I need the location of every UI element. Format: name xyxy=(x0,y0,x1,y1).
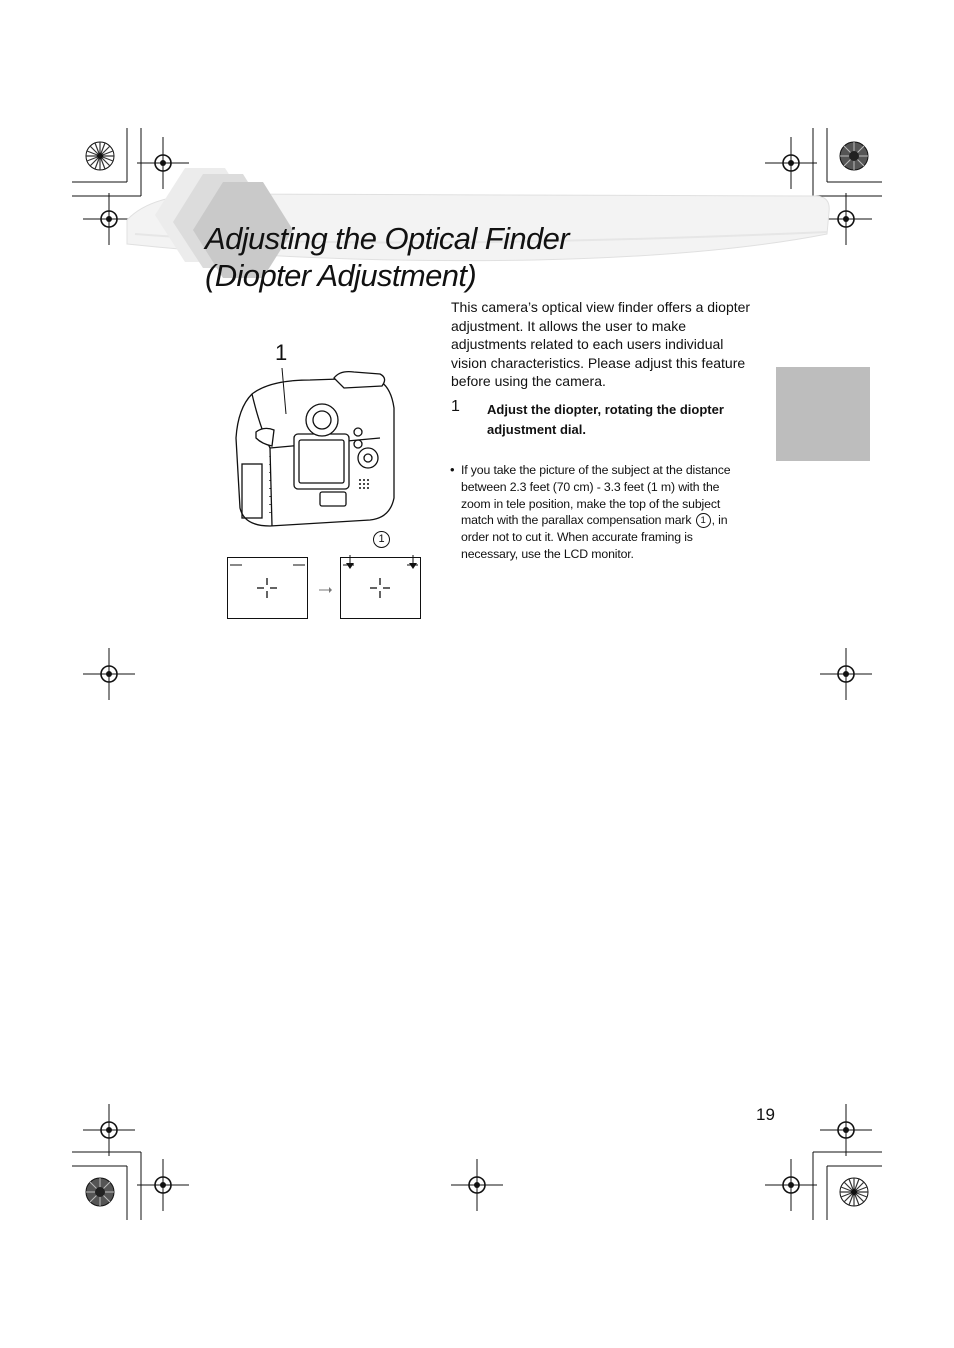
bullet-text-part-2: , in order not to cut it. When accurate framing is necessary, use the LCD monitor. xyxy=(461,513,728,561)
step-number: 1 xyxy=(451,398,460,415)
page-title xyxy=(205,220,765,294)
intro-paragraph: This camera’s optical view finder offers a diopter adjustment. It allows the user to make adjustments related to each users individual vision characteristics. Please adjust this feature before using the camera. xyxy=(451,299,751,389)
viewfinder-diagram xyxy=(226,555,426,621)
bullet-note xyxy=(461,462,751,563)
title-line-2: (Diopter Adjustment) xyxy=(205,258,477,293)
parallax-mark-ref: 1 xyxy=(696,513,711,528)
page-number: 19 xyxy=(756,1105,775,1124)
title-line-1: Adjusting the Optical Finder xyxy=(205,221,570,256)
viewfinder-before xyxy=(228,558,308,619)
camera-illustration xyxy=(230,368,400,530)
step-instruction: Adjust the diopter, rotating the diopter adjustment dial. xyxy=(487,402,724,437)
parallax-mark-callout: 1 xyxy=(373,531,390,548)
chapter-tab xyxy=(776,367,870,461)
bullet-text-part-1: If you take the picture of the subject at the distance between 2.3 feet (70 cm) - 3.3 feet (1 m) with the zoom in tele position, make the top of the subject match with the parallax compensation mark xyxy=(461,463,731,528)
bullet-icon: • xyxy=(450,462,455,477)
viewfinder-after xyxy=(341,555,421,619)
arrow-icon xyxy=(319,587,332,593)
diopter-dial-callout: 1 xyxy=(275,340,288,365)
